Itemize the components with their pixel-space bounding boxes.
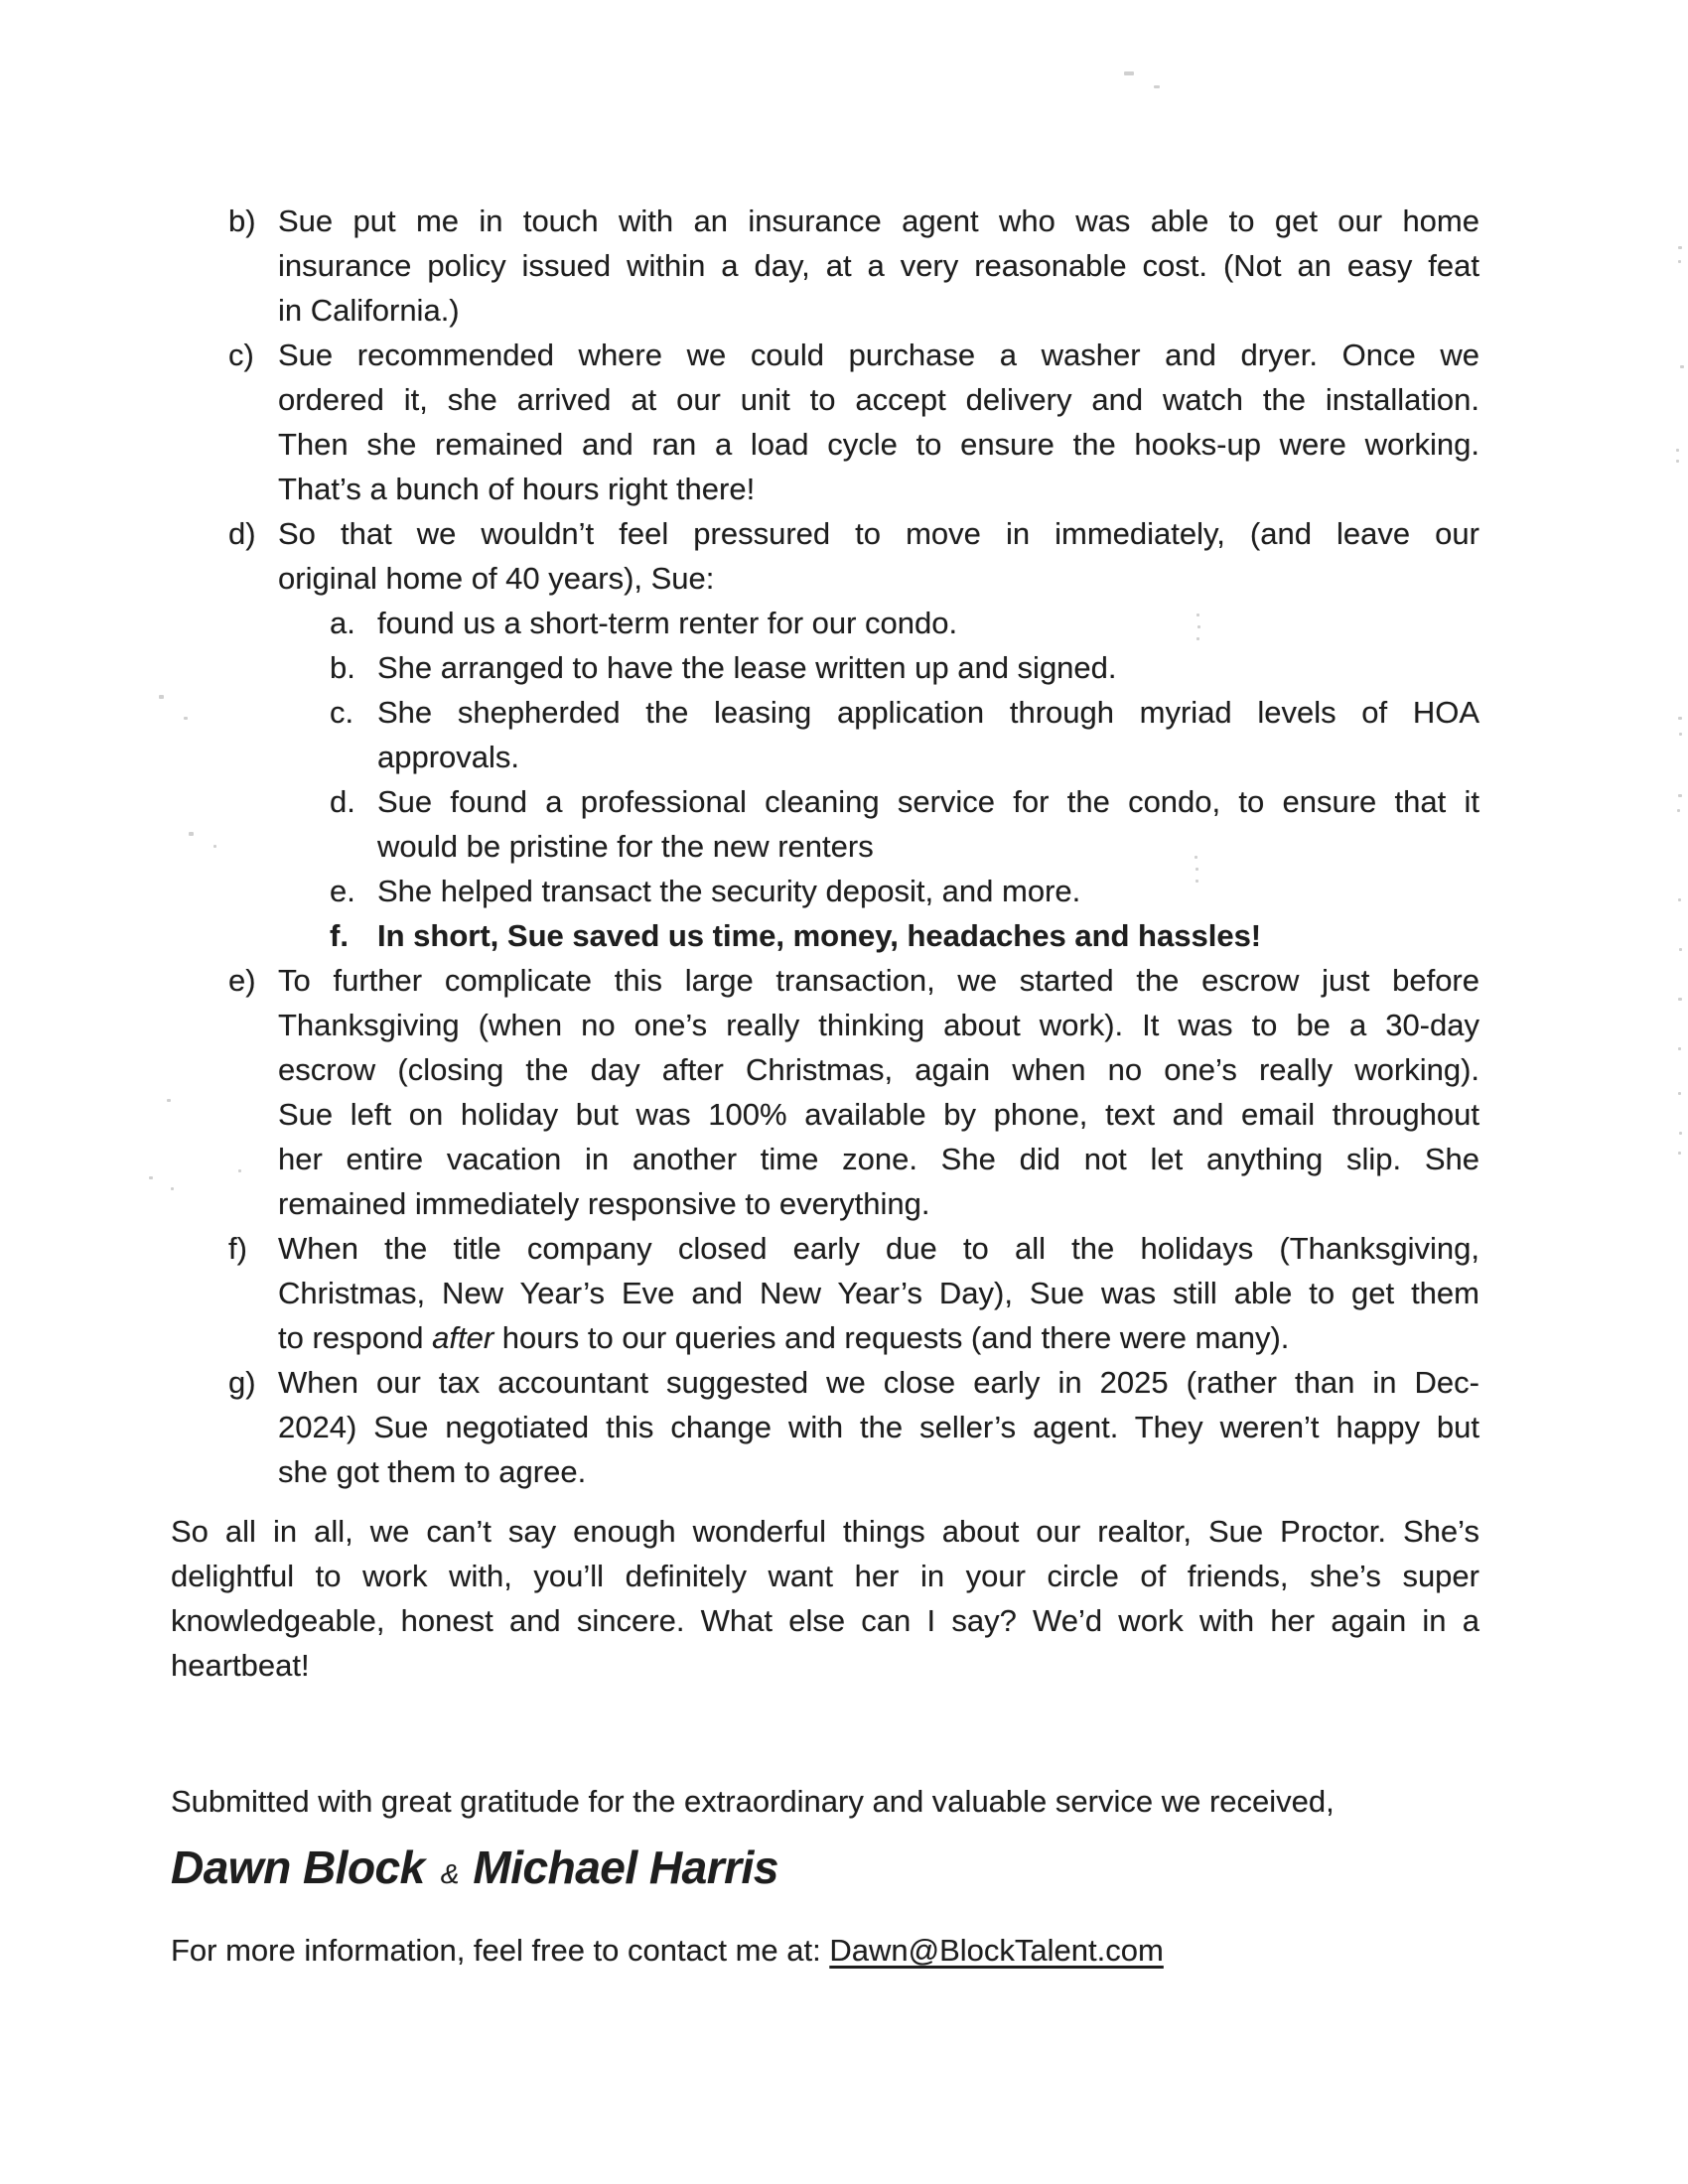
text-run: remained immediately responsive to everything.	[278, 1186, 930, 1221]
text-run: She shepherded the leasing application through myriad levels of HOA	[377, 695, 1479, 730]
text-run: Sue put me in touch with an insurance agent who was able to get our home	[278, 204, 1479, 238]
text-run: she got them to agree.	[278, 1454, 587, 1489]
text-line	[377, 735, 1479, 779]
scan-speck	[1679, 1132, 1682, 1135]
text-line	[377, 645, 1479, 690]
list-item	[228, 199, 1479, 333]
scan-speck	[159, 695, 164, 699]
scan-speck	[213, 845, 216, 848]
testimonial-list	[171, 199, 1479, 1494]
text-line	[278, 958, 1479, 1003]
text-run: Then she remained and ran a load cycle to ensure the hooks-up were working.	[278, 427, 1479, 462]
scan-speck	[1678, 1092, 1681, 1095]
text-line	[171, 1598, 1479, 1643]
scan-speck	[184, 717, 188, 720]
scan-speck	[1679, 948, 1682, 951]
scan-speck	[189, 832, 194, 836]
sub-list-item	[330, 779, 1479, 869]
text-line	[377, 779, 1479, 824]
text-run: In short, Sue saved us time, money, headaches and hassles!	[377, 918, 1262, 953]
list-item-text	[377, 645, 1479, 690]
text-run: knowledgeable, honest and sincere. What else can I say? We’d work with her again in a	[171, 1603, 1479, 1638]
scan-speck	[1678, 794, 1682, 797]
scan-speck	[171, 1187, 174, 1190]
scan-speck	[1197, 625, 1200, 628]
text-line	[278, 1449, 1479, 1494]
sub-list-item	[330, 601, 1479, 645]
text-run: heartbeat!	[171, 1648, 310, 1683]
list-item-text	[278, 199, 1479, 333]
scan-speck	[1678, 998, 1682, 1001]
list-item-label: d.	[330, 784, 355, 819]
signature-ampersand: &	[440, 1858, 460, 1889]
text-line	[278, 1271, 1479, 1315]
scan-speck	[1196, 880, 1198, 883]
scan-speck	[1154, 85, 1160, 88]
text-run: ordered it, she arrived at our unit to accept delivery and watch the installation.	[278, 382, 1479, 417]
text-run: Sue left on holiday but was 100% available by phone, text and email throughout	[278, 1097, 1479, 1132]
list-item-text	[278, 1226, 1479, 1360]
list-item-text	[278, 958, 1479, 1226]
list-item-label: g)	[228, 1365, 256, 1400]
contact-line	[171, 1928, 1479, 1973]
text-line	[171, 1643, 1479, 1688]
list-item-label: f)	[228, 1231, 247, 1266]
scan-speck	[1679, 733, 1682, 736]
list-item-label: e.	[330, 874, 355, 908]
text-run: That’s a bunch of hours right there!	[278, 472, 756, 506]
list-item-text	[377, 913, 1479, 958]
text-run: Sue found a professional cleaning service for the condo, to ensure that it	[377, 784, 1479, 819]
text-line	[278, 422, 1479, 467]
scan-speck	[1678, 717, 1682, 720]
scan-speck	[1680, 365, 1684, 368]
text-line	[278, 1137, 1479, 1181]
text-line	[278, 1226, 1479, 1271]
list-item	[228, 511, 1479, 601]
text-run: to respond	[278, 1320, 433, 1355]
scan-speck	[1124, 71, 1134, 75]
list-item-label: c.	[330, 695, 354, 730]
text-line	[377, 913, 1479, 958]
gratitude-line: Submitted with great gratitude for the extraordinary and valuable service we received,	[171, 1784, 1335, 1819]
scan-speck	[1678, 898, 1681, 901]
text-line	[278, 288, 1479, 333]
text-line	[278, 377, 1479, 422]
scan-speck	[1678, 260, 1681, 263]
list-item-label: f.	[330, 918, 349, 953]
text-run: escrow (closing the day after Christmas, again when no one’s really working).	[278, 1052, 1479, 1087]
list-item-text	[377, 601, 1479, 645]
text-run: would be pristine for the new renters	[377, 829, 874, 864]
text-line	[377, 690, 1479, 735]
text-run: So that we wouldn’t feel pressured to move in immediately, (and leave our	[278, 516, 1479, 551]
text-run: found us a short-term renter for our condo.	[377, 606, 958, 640]
contact-text: For more information, feel free to contact me at:	[171, 1933, 830, 1968]
list-item-text	[278, 511, 1479, 601]
scan-speck	[167, 1099, 171, 1102]
text-run: approvals.	[377, 740, 520, 774]
text-run: Thanksgiving (when no one’s really thinking about work). It was to be a 30-day	[278, 1008, 1479, 1042]
text-line	[377, 601, 1479, 645]
sub-list-item	[330, 690, 1479, 779]
contact-email-link[interactable]: Dawn@BlockTalent.com	[829, 1933, 1164, 1968]
text-run: insurance policy issued within a day, at a very reasonable cost. (Not an easy feat	[278, 248, 1479, 283]
text-run: her entire vacation in another time zone. She did not let anything slip. She	[278, 1142, 1479, 1176]
scan-speck	[238, 1169, 241, 1172]
scan-speck	[1196, 868, 1198, 871]
list-item-text	[377, 869, 1479, 913]
signature-line	[171, 1836, 1479, 1906]
list-item	[228, 1226, 1479, 1360]
text-run: Christmas, New Year’s Eve and New Year’s Day), Sue was still able to get them	[278, 1276, 1479, 1310]
text-line	[278, 1360, 1479, 1405]
list-item-label: a.	[330, 606, 355, 640]
sub-list-item	[330, 645, 1479, 690]
text-line	[278, 1181, 1479, 1226]
text-run: in California.)	[278, 293, 460, 328]
list-item-text	[377, 690, 1479, 779]
scan-speck	[1676, 460, 1679, 463]
scan-speck	[1195, 856, 1197, 859]
list-item-label: b)	[228, 204, 256, 238]
scan-speck	[149, 1176, 153, 1179]
signature-name-dawn-block: Dawn Block	[171, 1842, 425, 1893]
list-item	[228, 333, 1479, 511]
list-item-text	[377, 779, 1479, 869]
text-run: When the title company closed early due to all the holidays (Thanksgiving,	[278, 1231, 1479, 1266]
text-line	[278, 467, 1479, 511]
scan-speck	[1676, 449, 1679, 452]
text-run: So all in all, we can’t say enough wonderful things about our realtor, Sue Proctor. She’s	[171, 1514, 1479, 1549]
text-run: She arranged to have the lease written up and signed.	[377, 650, 1117, 685]
text-run: after	[432, 1320, 494, 1355]
scan-speck	[1196, 614, 1199, 616]
text-line	[278, 1405, 1479, 1449]
scan-speck	[1678, 1047, 1681, 1050]
list-item-text	[278, 1360, 1479, 1494]
scan-speck	[1677, 809, 1680, 812]
list-item-label: c)	[228, 338, 254, 372]
scan-speck	[1196, 637, 1199, 640]
text-run: She helped transact the security deposit, and more.	[377, 874, 1081, 908]
text-run: 2024) Sue negotiated this change with the seller’s agent. They weren’t happy but	[278, 1410, 1479, 1444]
text-line	[171, 1554, 1479, 1598]
list-item-text	[278, 333, 1479, 511]
list-item	[228, 958, 1479, 1226]
list-item-label: d)	[228, 516, 256, 551]
text-line	[278, 1315, 1479, 1360]
list-item-label: e)	[228, 963, 256, 998]
sub-list-item	[330, 869, 1479, 913]
text-line	[171, 1509, 1479, 1554]
text-run: When our tax accountant suggested we close early in 2025 (rather than in Dec-	[278, 1365, 1479, 1400]
text-run: delightful to work with, you’ll definitely want her in your circle of friends, she’s super	[171, 1559, 1479, 1593]
scan-speck	[1678, 1152, 1681, 1155]
text-run: Sue recommended where we could purchase a washer and dryer. Once we	[278, 338, 1479, 372]
testimonial-letter	[171, 199, 1479, 1973]
list-item-label: b.	[330, 650, 355, 685]
text-line	[278, 511, 1479, 556]
text-line	[278, 1092, 1479, 1137]
text-line	[377, 869, 1479, 913]
scan-speck	[1678, 246, 1682, 249]
text-line	[278, 1003, 1479, 1047]
text-line	[278, 199, 1479, 243]
text-line	[278, 243, 1479, 288]
sub-list-item	[330, 913, 1479, 958]
text-line	[278, 333, 1479, 377]
signature-name-michael-harris: Michael Harris	[473, 1842, 778, 1893]
closing-paragraph	[171, 1509, 1479, 1688]
text-line	[278, 556, 1479, 601]
text-run: hours to our queries and requests (and there were many).	[493, 1320, 1290, 1355]
text-run: original home of 40 years), Sue:	[278, 561, 715, 596]
text-line	[278, 1047, 1479, 1092]
text-run: To further complicate this large transaction, we started the escrow just before	[278, 963, 1479, 998]
text-line	[377, 824, 1479, 869]
list-item	[228, 1360, 1479, 1494]
